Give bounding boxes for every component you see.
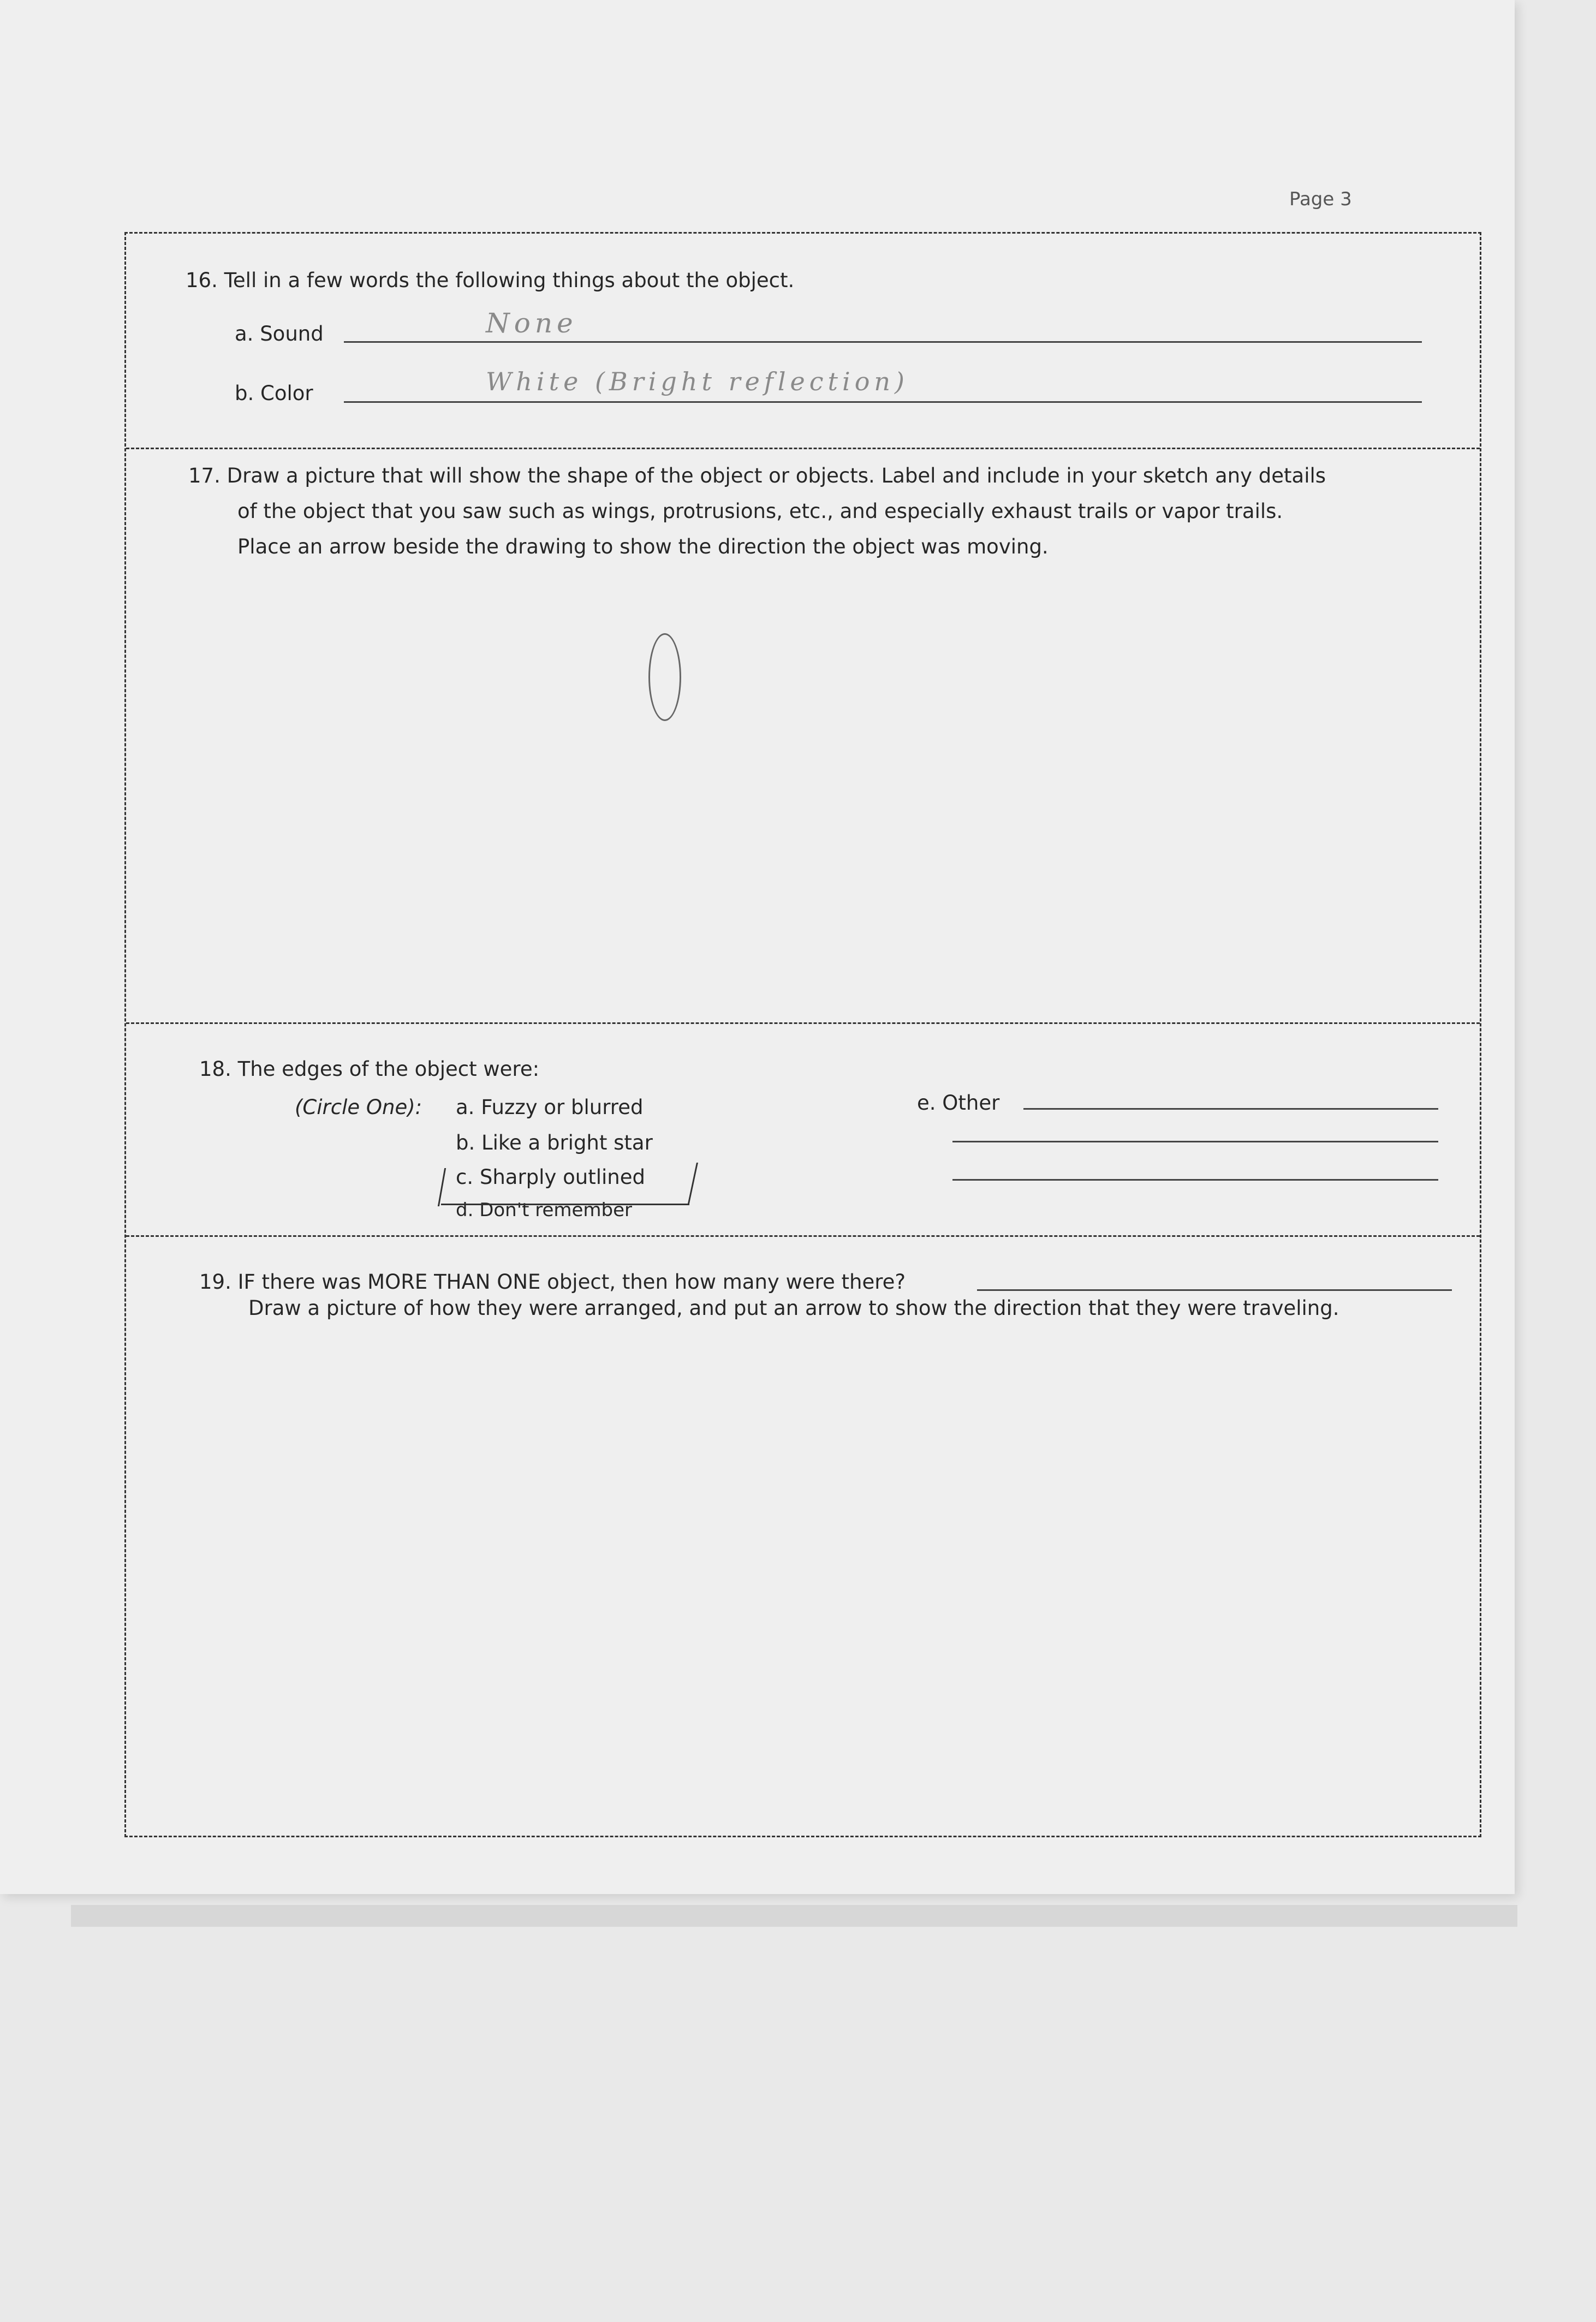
q17-line2: of the object that you saw such as wings, protrusions, etc., and especially exhaust trails or vapor trails. [237, 499, 1283, 523]
q16-sound-answer: None [486, 307, 577, 339]
object-sketch [648, 633, 681, 721]
q18-instruction: (Circle One): [295, 1095, 422, 1119]
divider-16-17 [126, 448, 1480, 449]
q18-other-field-2[interactable] [952, 1141, 1438, 1142]
q18-other-field-3[interactable] [952, 1179, 1438, 1181]
page-number: Page 3 [1289, 188, 1352, 210]
q19-line1: 19. IF there was MORE THAN ONE object, then how many were there? [199, 1270, 906, 1294]
scan-shadow-band [71, 1905, 1517, 1927]
q18-option-d[interactable]: d. Don't remember [456, 1199, 632, 1221]
q17-line3: Place an arrow beside the drawing to show the direction the object was moving. [237, 535, 1049, 558]
q18-other-label: e. Other [917, 1091, 1000, 1115]
circle-mark-underline [441, 1204, 689, 1205]
q16-sound-label: a. Sound [235, 322, 324, 346]
q16-color-field[interactable] [344, 401, 1422, 403]
divider-17-18 [126, 1022, 1480, 1024]
q19-line2: Draw a picture of how they were arranged, and put an arrow to show the direction that they were traveling. [248, 1296, 1339, 1320]
q16-color-label: b. Color [235, 382, 313, 405]
q18-prompt: 18. The edges of the object were: [199, 1057, 540, 1081]
q16-sound-field[interactable] [344, 341, 1422, 343]
q18-option-a[interactable]: a. Fuzzy or blurred [456, 1095, 644, 1119]
q18-option-c[interactable]: c. Sharply outlined [456, 1165, 645, 1189]
q18-option-b[interactable]: b. Like a bright star [456, 1131, 653, 1154]
q18-other-field-1[interactable] [1023, 1108, 1438, 1110]
q17-line1: 17. Draw a picture that will show the shape of the object or objects. Label and include in your sketch any details [188, 464, 1326, 487]
divider-18-19 [126, 1235, 1480, 1237]
q19-count-field[interactable] [977, 1289, 1452, 1291]
q16-prompt: 16. Tell in a few words the following things about the object. [186, 269, 795, 292]
q16-color-answer: White (Bright reflection) [486, 367, 909, 396]
